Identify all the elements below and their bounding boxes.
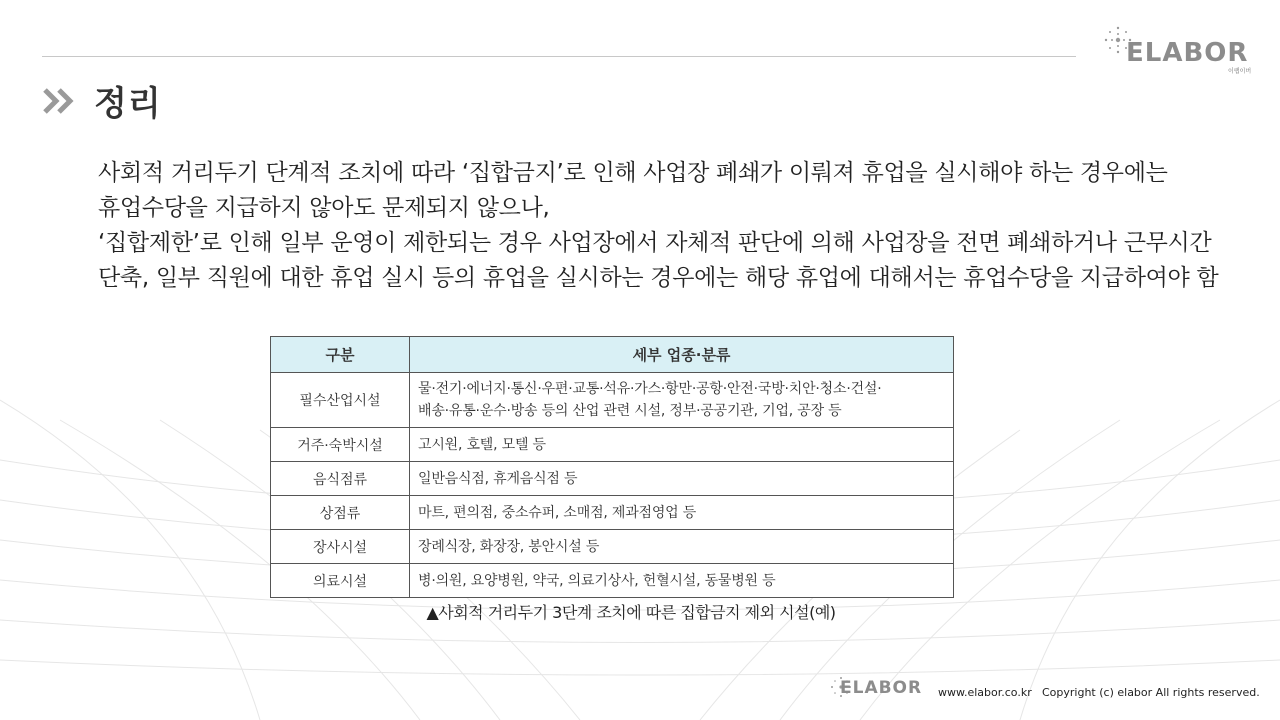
logo-wordmark: ELABOR xyxy=(1126,38,1249,68)
details-line: 배송·유통·운수·방송 등의 산업 관련 시설, 정부·공공기관, 기업, 공장 등 xyxy=(418,403,842,419)
details-cell: 병·의원, 요양병원, 약국, 의료기상사, 헌혈시설, 동물병원 등 xyxy=(410,564,954,598)
details-line: 물·전기·에너지·통신·우편·교통·석유·가스·항만·공항·안전·국방·치안·청소·건설· xyxy=(418,381,882,397)
category-cell: 음식점류 xyxy=(271,462,410,496)
table-row xyxy=(271,373,954,428)
details-cell xyxy=(410,373,954,428)
title-row xyxy=(42,76,162,125)
page-title: 정리 xyxy=(94,84,162,124)
footer-copyright: Copyright (c) elabor All rights reserved. xyxy=(1042,686,1260,699)
category-cell: 장사시설 xyxy=(271,530,410,564)
elabor-logo xyxy=(1098,16,1263,74)
column-header-category: 구분 xyxy=(271,337,410,373)
top-divider xyxy=(42,56,1076,57)
table-row xyxy=(271,462,954,496)
column-header-details: 세부 업종·분류 xyxy=(410,337,954,373)
details-cell: 장례식장, 화장장, 봉안시설 등 xyxy=(410,530,954,564)
details-cell: 마트, 편의점, 중소슈퍼, 소매점, 제과점영업 등 xyxy=(410,496,954,530)
footer xyxy=(826,672,1266,702)
summary-line: 휴업수당을 지급하지 않아도 문제되지 않으나, xyxy=(98,195,550,221)
summary-text xyxy=(98,156,1228,296)
table-caption: ▲사회적 거리두기 3단계 조치에 따른 집합금지 제외 시설(예) xyxy=(426,603,836,622)
table-header-row xyxy=(271,337,954,373)
table-row xyxy=(271,530,954,564)
details-cell: 일반음식점, 휴게음식점 등 xyxy=(410,462,954,496)
category-cell: 상점류 xyxy=(271,496,410,530)
double-chevron-icon xyxy=(42,84,76,118)
footer-logo-wordmark: ELABOR xyxy=(840,678,923,698)
details-cell: 고시원, 호텔, 모텔 등 xyxy=(410,428,954,462)
category-cell: 필수산업시설 xyxy=(271,373,410,428)
table-row xyxy=(271,496,954,530)
summary-line: 단축, 일부 직원에 대한 휴업 실시 등의 휴업을 실시하는 경우에는 해당 휴업에 대해서는 휴업수당을 지급하여야 함 xyxy=(98,265,1219,291)
table-row xyxy=(271,564,954,598)
exempt-facilities-table xyxy=(270,336,954,598)
category-cell: 거주·숙박시설 xyxy=(271,428,410,462)
summary-line: 사회적 거리두기 단계적 조치에 따라 ‘집합금지’로 인해 사업장 폐쇄가 이뤄져 휴업을 실시해야 하는 경우에는 xyxy=(98,160,1168,186)
footer-url-link[interactable]: www.elabor.co.kr xyxy=(938,686,1032,699)
category-cell: 의료시설 xyxy=(271,564,410,598)
logo-subtext: 이랩이버 xyxy=(1228,68,1252,75)
summary-line: ‘집합제한’로 인해 일부 운영이 제한되는 경우 사업장에서 자체적 판단에 의해 사업장을 전면 폐쇄하거나 근무시간 xyxy=(98,230,1212,256)
table-row xyxy=(271,428,954,462)
